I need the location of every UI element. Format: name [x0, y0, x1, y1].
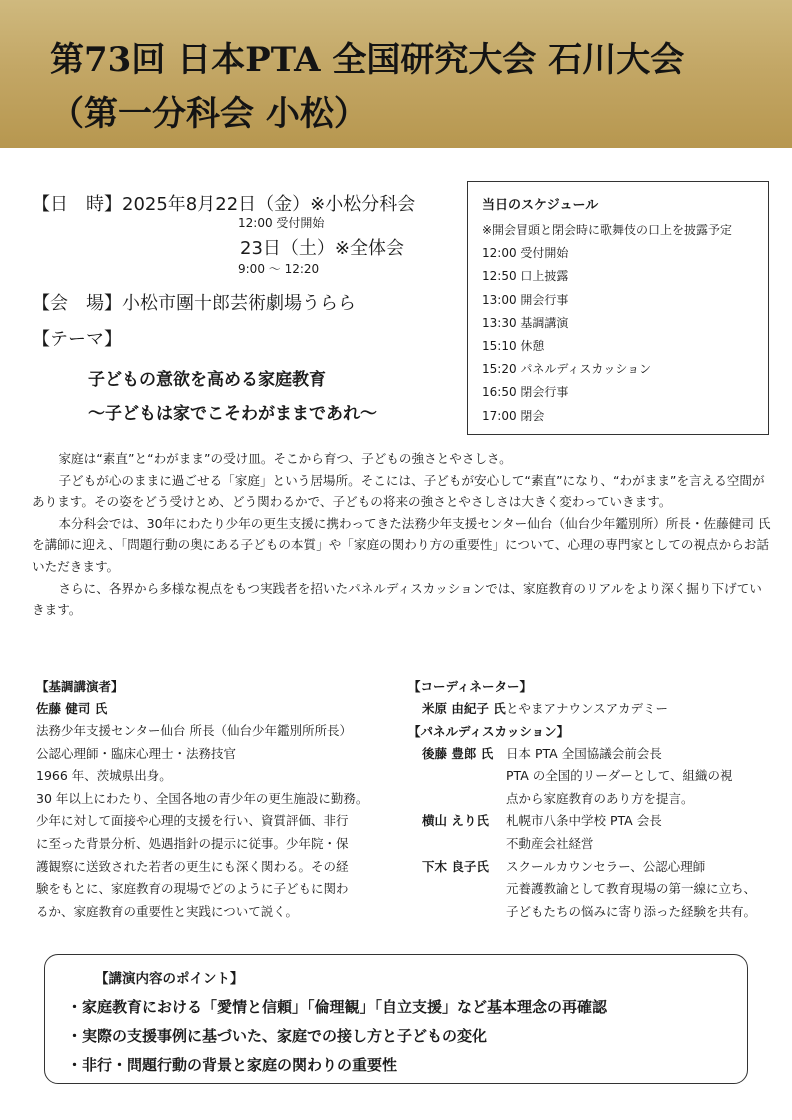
- keynote-line: 験をもとに、家庭教育の現場でどのように子どもに関わ: [36, 881, 349, 897]
- keynote-section: [36, 676, 386, 923]
- schedule-item: 13:30 基調講演: [482, 315, 569, 330]
- date-second-day: 23日（土）※全体会: [240, 238, 404, 259]
- date-first-day-time: 12:00 受付開始: [238, 216, 325, 230]
- intro-text: [32, 448, 772, 621]
- venue-name: 小松市團十郎芸術劇場うらら: [122, 293, 356, 314]
- panelist-row: [408, 743, 778, 811]
- theme-subtitle: ～子どもは家でこそわがままであれ～: [88, 404, 377, 424]
- panelist-name: 横山 えり氏: [422, 813, 489, 829]
- keynote-line: 少年に対して面接や心理的支援を行い、資質評価、非行: [36, 813, 349, 829]
- schedule-item: 13:00 開会行事: [482, 292, 569, 307]
- intro-paragraph: 家庭は“素直”と“わがまま”の受け皿。そこから育つ、子どもの強さとやさしさ。: [58, 451, 512, 466]
- panelist-line: 不動産会社経営: [506, 835, 594, 851]
- panelist-line: スクールカウンセラー、公認心理師: [506, 858, 706, 874]
- keynote-line: 1966 年、茨城県出身。: [36, 768, 172, 784]
- panelist-line: 日本 PTA 全国協議会前会長: [506, 745, 662, 761]
- event-subtitle: （第一分科会 小松）: [50, 94, 368, 134]
- coordinator-name: 米原 由紀子 氏: [422, 701, 506, 716]
- points-title: 【講演内容のポイント】: [95, 971, 244, 987]
- coordinator-affiliation: とやまアナウンスアカデミー: [506, 701, 669, 716]
- points-box: [44, 954, 748, 1084]
- keynote-line: に至った背景分析、処遇指針の提示に従事。少年院・保: [36, 835, 349, 851]
- keynote-line: 法務少年支援センター仙台 所長（仙台少年鑑別所所長）: [36, 723, 352, 738]
- title-banner: [0, 0, 792, 148]
- keynote-line: 護観察に送致された若者の更生にも深く関わる。その経: [36, 858, 349, 874]
- theme-title: 子どもの意欲を高める家庭教育: [88, 370, 326, 390]
- panelist-row: [408, 810, 778, 855]
- keynote-line: 30 年以上にわたり、全国各地の青少年の更生施設に勤務。: [36, 790, 369, 806]
- date-label: 【日 時】: [32, 194, 122, 215]
- schedule-item: 12:00 受付開始: [482, 246, 569, 261]
- schedule-item: 16:50 閉会行事: [482, 385, 569, 400]
- schedule-title: 当日のスケジュール: [482, 198, 599, 213]
- panel-section: [408, 676, 778, 923]
- date-first-day: 2025年8月22日（金）※小松分科会: [122, 194, 416, 215]
- schedule-item: 15:10 休憩: [482, 338, 545, 353]
- panelist-line: PTA の全国的リーダーとして、組織の視: [506, 768, 733, 784]
- schedule-box: [467, 181, 769, 435]
- schedule-note: ※開会冒頭と閉会時に歌舞伎の口上を披露予定: [482, 223, 733, 237]
- venue-label: 【会 場】: [32, 293, 122, 314]
- keynote-speaker-name: 佐藤 健司 氏: [36, 701, 108, 716]
- panelist-name: 下木 良子氏: [422, 858, 489, 874]
- point-item: ・家庭教育における「愛情と信頼」「倫理観」「自立支援」など基本理念の再確認: [67, 998, 608, 1016]
- event-title: 第73回 日本PTA 全国研究大会 石川大会: [50, 40, 685, 80]
- panelist-line: 子どもたちの悩みに寄り添った経験を共有。: [506, 903, 757, 919]
- date-second-day-time: 9:00 ～ 12:20: [238, 262, 320, 276]
- coordinator-row: [408, 698, 778, 721]
- point-item: ・実際の支援事例に基づいた、家庭での接し方と子どもの変化: [67, 1027, 488, 1045]
- schedule-item: 12:50 口上披露: [482, 269, 569, 284]
- panelist-line: 元養護教諭として教育現場の第一線に立ち、: [506, 881, 757, 897]
- panelist-line: 札幌市八条中学校 PTA 会長: [506, 813, 662, 829]
- panelist-line: 点から家庭教育のあり方を提言。: [506, 790, 694, 806]
- coordinator-label: 【コーディネーター】: [408, 679, 533, 694]
- intro-paragraph: さらに、各界から多様な視点をもつ実践者を招いたパネルディスカッションでは、家庭教育のリアルをより深く掘り下げていきます。: [32, 580, 762, 618]
- keynote-line: るか、家庭教育の重要性と実践について説く。: [36, 903, 299, 919]
- keynote-label: 【基調講演者】: [36, 679, 124, 694]
- schedule-item: 17:00 閉会: [482, 408, 545, 423]
- panelist-name: 後藤 豊郎 氏: [422, 745, 494, 761]
- intro-paragraph: 子どもが心のままに過ごせる「家庭」という居場所。そこには、子どもが安心して“素直”になり、“わがまま”を言える空間があります。その姿をどう受けとめ、どう関わるかで、子どもの将来の強さとやさしさは大きく変わっていきます。: [32, 472, 765, 510]
- point-item: ・非行・問題行動の背景と家庭の関わりの重要性: [67, 1056, 398, 1074]
- intro-paragraph: 本分科会では、30年にわたり少年の更生支援に携わってきた法務少年支援センター仙台（仙台少年鑑別所）所長・佐藤健司 氏を講師に迎え、「問題行動の奥にある子どもの本質」や「家庭の関わり方の重要性」について、心理の専門家としての視点からお話いただきます。: [32, 515, 771, 574]
- keynote-line: 公認心理師・臨床心理士・法務技官: [36, 745, 237, 761]
- schedule-item: 15:20 パネルディスカッション: [482, 362, 652, 377]
- panelist-row: [408, 856, 778, 924]
- panel-label: 【パネルディスカッション】: [408, 723, 570, 739]
- theme-label: 【テーマ】: [32, 329, 122, 350]
